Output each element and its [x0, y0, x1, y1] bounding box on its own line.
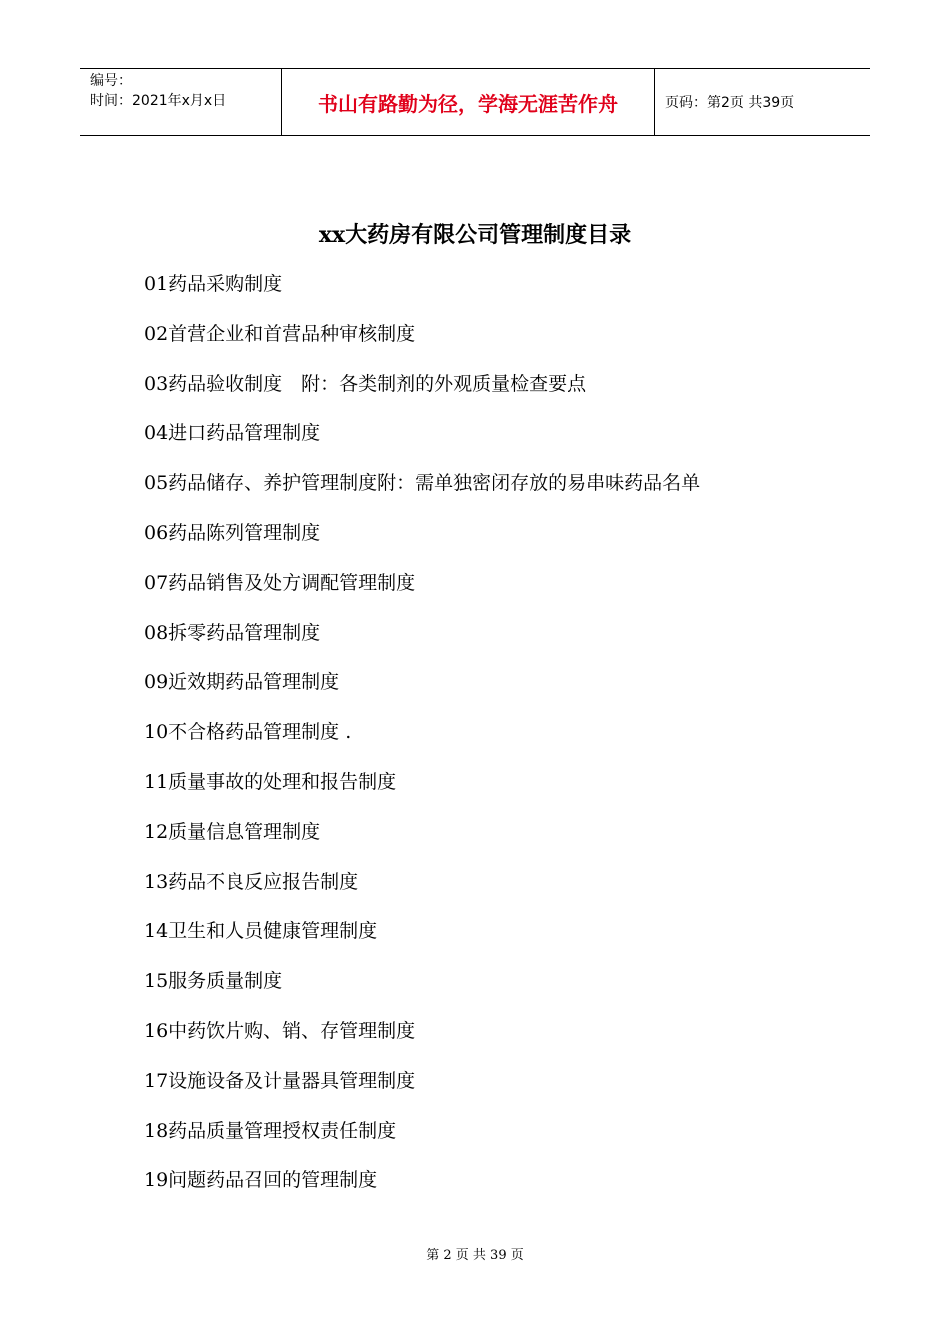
- toc-item: 10不合格药品管理制度 .: [144, 721, 352, 744]
- toc-item: 17设施设备及计量器具管理制度: [144, 1069, 416, 1092]
- toc-item: 15服务质量制度: [144, 970, 283, 993]
- toc-item: 19问题药品召回的管理制度: [144, 1169, 378, 1192]
- toc-item: 14卫生和人员健康管理制度: [144, 920, 378, 943]
- header-motto-cell: [282, 69, 655, 135]
- header-meta-cell: [80, 69, 282, 135]
- toc-item: 04进口药品管理制度: [144, 422, 321, 445]
- header-page-cell: [655, 69, 870, 135]
- header-motto: 书山有路勤为径，学海无涯苦作舟: [318, 91, 618, 116]
- toc-item: 03药品验收制度 附：各类制剂的外观质量检查要点: [144, 372, 587, 395]
- toc-item: 12质量信息管理制度: [144, 820, 321, 843]
- toc-item: 16中药饮片购、销、存管理制度: [144, 1019, 416, 1042]
- toc-item: 01药品采购制度: [144, 273, 283, 295]
- toc-item: 18药品质量管理授权责任制度: [144, 1119, 397, 1142]
- header-page-info: 页码：第2页 共39页: [665, 95, 795, 111]
- toc-item: 09近效期药品管理制度: [144, 671, 340, 694]
- document-date: 时间：2021年x月x日: [90, 93, 227, 109]
- toc-item: 08拆零药品管理制度: [144, 621, 321, 644]
- toc-item: 13药品不良反应报告制度: [144, 870, 359, 893]
- toc-item: 11质量事故的处理和报告制度: [144, 770, 397, 793]
- page-header: [80, 68, 870, 136]
- table-of-contents: [144, 267, 700, 1213]
- document-number-label: 编号：: [90, 73, 132, 89]
- toc-item: 07药品销售及处方调配管理制度: [144, 571, 416, 594]
- page-footer: 第 2 页 共 39 页: [426, 1248, 524, 1263]
- toc-item: 06药品陈列管理制度: [144, 521, 321, 544]
- toc-item: 05药品储存、养护管理制度附：需单独密闭存放的易串味药品名单: [144, 472, 701, 495]
- toc-item: 02首营企业和首营品种审核制度: [144, 322, 416, 345]
- document-title: xx大药房有限公司管理制度目录: [318, 222, 632, 248]
